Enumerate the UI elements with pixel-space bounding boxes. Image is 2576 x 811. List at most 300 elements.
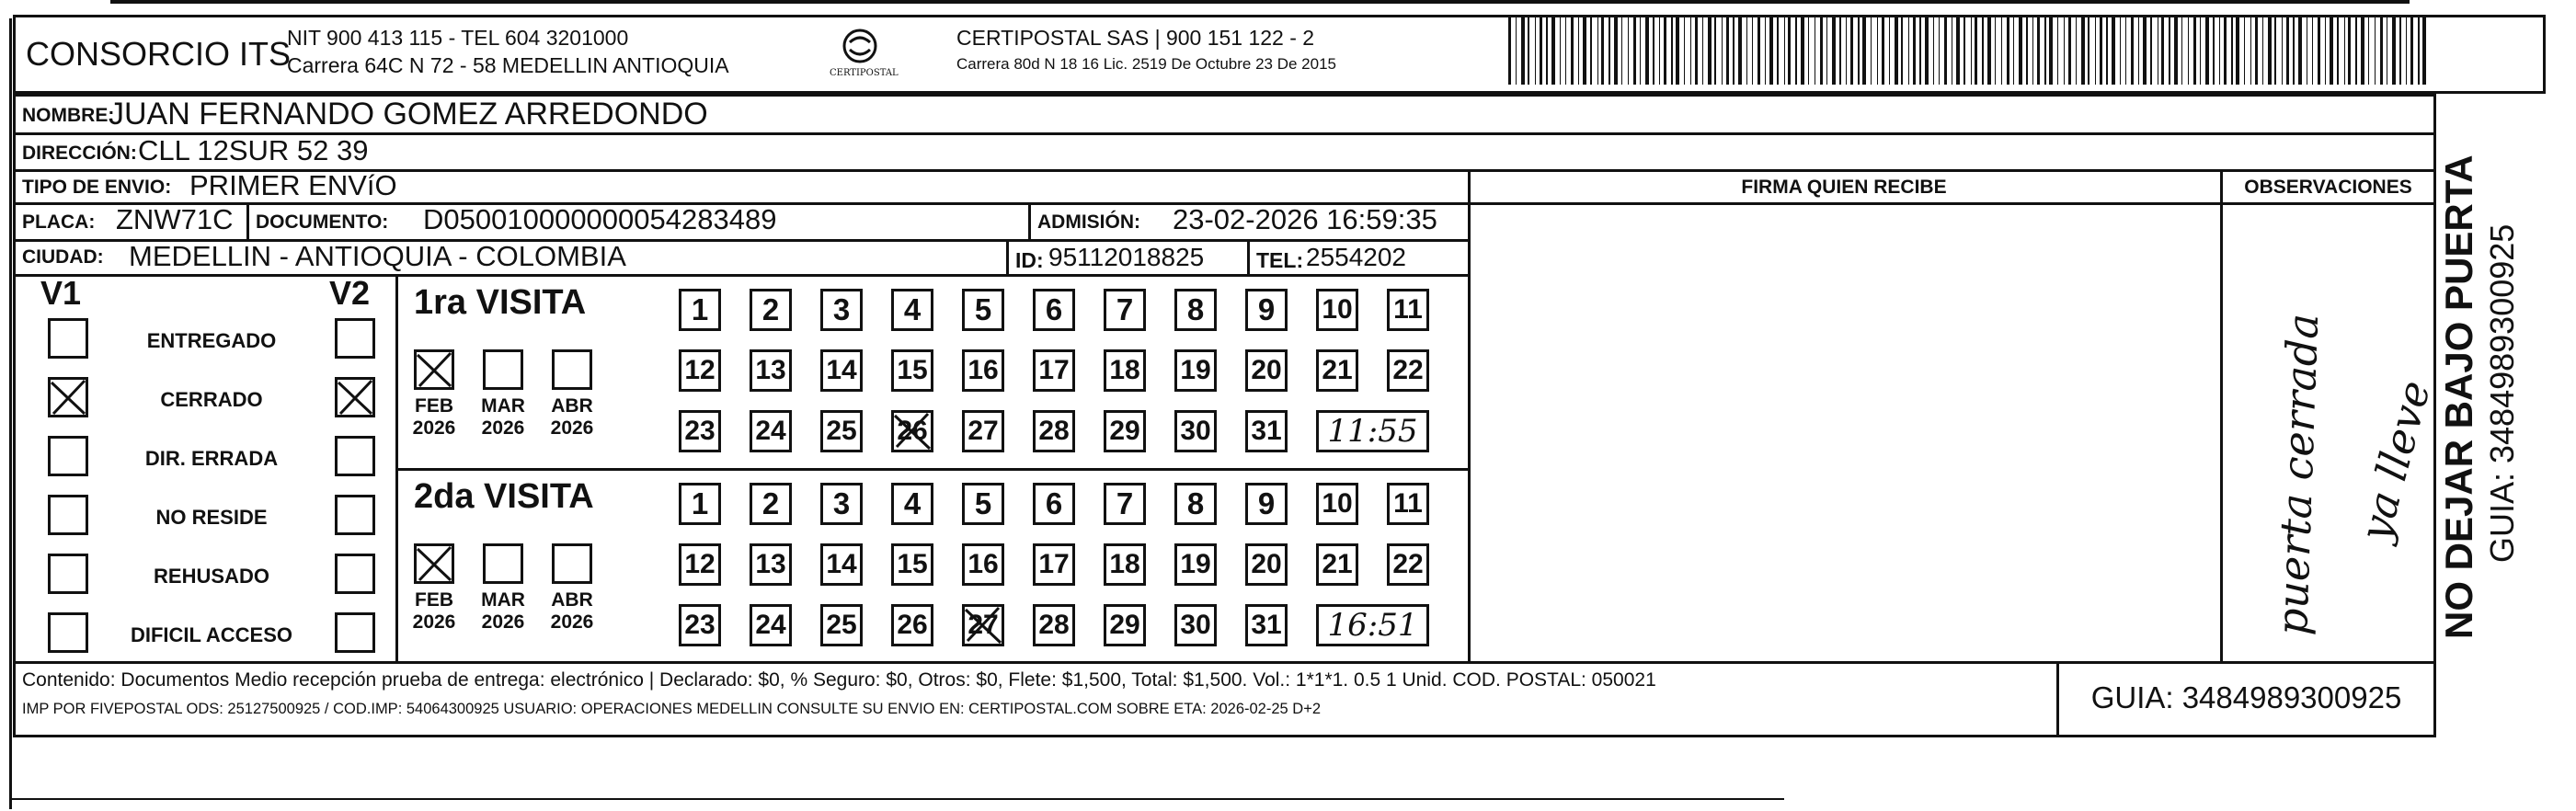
day-box[interactable]: 3 [820,483,863,525]
barcode-bar [1695,17,1698,85]
barcode-bar [2205,17,2209,85]
barcode-bar [1601,17,1604,85]
day-box[interactable]: 10 [1316,483,1358,525]
day-box[interactable]: 15 [891,543,933,586]
placa-value: ZNW71C [116,203,234,235]
barcode-bar [2026,17,2028,85]
day-box[interactable]: 19 [1174,543,1217,586]
v2-checkbox[interactable] [335,377,375,417]
day-box[interactable]: 19 [1174,349,1217,392]
barcode-bar [2076,17,2077,85]
barcode-bar [2375,17,2376,85]
barcode-bar [1628,17,1629,85]
day-box[interactable]: 30 [1174,604,1217,646]
month-label: MAR [481,589,525,611]
barcode-bar [2418,17,2420,85]
barcode-bar [2380,17,2383,85]
month-checkbox[interactable] [414,543,454,584]
barcode-bar [1653,17,1654,85]
barcode-bar [2013,17,2014,85]
tel-divider [1247,239,1250,274]
day-box[interactable]: 29 [1104,604,1146,646]
day-box[interactable]: 21 [1316,543,1358,586]
v1-checkbox[interactable] [48,495,88,535]
month-check-mark [414,543,454,584]
day-box[interactable]: 7 [1104,289,1146,331]
observaciones-header: OBSERVACIONES [2244,177,2412,198]
barcode-bar [1521,17,1525,85]
day-box[interactable]: 16 [962,543,1004,586]
day-box[interactable]: 6 [1033,289,1075,331]
month-checkbox[interactable] [483,349,523,390]
barcode-bar [1808,17,1809,85]
tipo-envio-value: PRIMER ENVíO [189,169,397,201]
month-label: MAR [481,395,525,417]
admision-value: 23-02-2026 16:59:35 [1173,203,1437,235]
barcode-bar [1982,17,1984,85]
barcode-bar [1795,17,1797,85]
id-label: ID: [1015,248,1044,272]
barcode-bar [1578,17,1579,85]
barcode-bar [2422,17,2426,85]
status-label: CERRADO [160,388,263,411]
v1-checkbox[interactable] [48,554,88,594]
day-box[interactable]: 3 [820,289,863,331]
barcode-bar [2318,17,2320,85]
barcode-bar [2344,17,2345,85]
day-box[interactable]: 8 [1174,483,1217,525]
barcode-bar [2236,17,2239,85]
nombre-label: NOMBRE: [22,105,115,126]
v2-checkbox[interactable] [335,318,375,359]
barcode-bar [2150,17,2152,85]
footer-guia: GUIA: 3484989300925 [2090,680,2402,714]
barcode-bar [2064,17,2065,85]
direccion-value: CLL 12SUR 52 39 [138,134,369,166]
row-line-1 [13,132,2436,135]
barcode-bar [1820,17,1823,85]
day-box[interactable]: 25 [820,410,863,452]
barcode-bar [2268,17,2272,85]
barcode-bar [1565,17,1566,85]
barcode-bar [2262,17,2263,85]
barcode-bar [2068,17,2071,85]
placa-label: PLACA: [22,211,96,233]
barcode-bar [1535,17,1536,85]
month-label: ABR [551,395,593,417]
barcode-bar [1746,17,1747,85]
v1-label: V1 [40,274,82,312]
barcode-bar [1913,17,1916,85]
barcode-bar [2112,17,2115,85]
time-box[interactable] [1316,604,1429,646]
barcode [1508,17,2428,85]
admision-divider [1028,202,1031,239]
firma-header: FIRMA QUIEN RECIBE [1741,177,1947,198]
month-checkbox[interactable] [552,543,592,584]
day-box[interactable]: 10 [1316,289,1358,331]
year-label: 2026 [412,611,456,633]
day-box[interactable]: 15 [891,349,933,392]
barcode-bar [2337,17,2339,85]
barcode-bar [1944,17,1947,85]
day-box[interactable]: 5 [962,483,1004,525]
barcode-bar [1540,17,1542,85]
barcode-bar [2325,17,2326,85]
day-box[interactable]: 20 [1245,349,1288,392]
documento-value: D050010000000054283489 [423,203,777,235]
visit-title: 2da VISITA [414,477,594,516]
barcode-bar [2213,17,2215,85]
scan-bottom-edge [9,798,1784,800]
barcode-bar [1722,17,1723,85]
barcode-bar [1664,17,1666,85]
month-checkbox[interactable] [552,349,592,390]
footer-content-line: Contenido: Documentos Medio recepción prueba de entrega: electrónico | Declarado: $0, % Seguro: $0, Otros: $0, Flete: $1,500, Total: $1,500. Vol.: 1*1*1. 0.5 1 Unid. COD. POSTAL: 050021 [22,669,1656,691]
day-box[interactable]: 27 [962,604,1004,646]
barcode-bar [1508,17,1511,85]
day-box[interactable]: 20 [1245,543,1288,586]
barcode-bar [1597,17,1598,85]
v2-check-mark [335,377,375,417]
barcode-bar [1987,17,1991,85]
barcode-bar [1933,17,1934,85]
barcode-bar [1560,17,1561,85]
day-box[interactable]: 18 [1104,543,1146,586]
barcode-bar [2081,17,2085,85]
day-box[interactable]: 9 [1245,289,1288,331]
barcode-bar [2224,17,2227,85]
v1-checkbox[interactable] [48,377,88,417]
status-label: REHUSADO [154,565,269,588]
barcode-bar [2100,17,2102,85]
barcode-bar [1714,17,1716,85]
barcode-bar [1801,17,1804,85]
tel-label: TEL: [1256,248,1304,272]
barcode-bar [2244,17,2245,85]
day-box[interactable]: 18 [1104,349,1146,392]
barcode-bar [1788,17,1791,85]
side-guia: GUIA: 3484989300925 [2483,223,2521,563]
status-label: DIR. ERRADA [144,447,279,470]
footer-imp-line: IMP POR FIVEPOSTAL ODS: 25127500925 / COD.IMP: 54064300925 USUARIO: OPERACIONES MEDELLIN CONSULTE SU ENVIO EN: CERTIPOSTAL.COM SOBRE ETA: 2026-02-25 D+2 [22,701,1322,717]
day-box[interactable]: 26 [891,410,933,452]
barcode-bar [2088,17,2089,85]
barcode-bar [2106,17,2108,85]
barcode-bar [1895,17,1898,85]
barcode-bar [2330,17,2333,85]
barcode-bar [1871,17,1872,85]
barcode-bar [1702,17,1703,85]
barcode-bar [2250,17,2251,85]
barcode-bar [2143,17,2147,85]
barcode-bar [2368,17,2369,85]
month-label: FEB [415,589,453,611]
barcode-bar [2049,17,2053,85]
barcode-bar [2032,17,2033,85]
ciudad-value: MEDELLIN - ANTIOQUIA - COLOMBIA [129,240,626,272]
side-no-dejar: NO DEJAR BAJO PUERTA [2437,154,2480,639]
carrier-address: Carrera 80d N 18 16 Lic. 2519 De Octubre 23 De 2015 [956,55,1336,73]
day-box[interactable]: 7 [1104,483,1146,525]
barcode-bar [2410,17,2413,85]
barcode-bar [2188,17,2189,85]
v2-checkbox[interactable] [335,612,375,653]
id-value: 95112018825 [1048,243,1205,271]
day-box[interactable]: 26 [891,604,933,646]
day-box[interactable]: 23 [679,410,721,452]
barcode-bar [1889,17,1890,85]
scan-top-edge [110,0,2410,4]
barcode-bar [2001,17,2002,85]
v2-checkbox[interactable] [335,554,375,594]
logo-text: CERTIPOSTAL [830,68,899,78]
barcode-bar [1901,17,1903,85]
barcode-bar [2348,17,2351,85]
carrier-name: CERTIPOSTAL SAS | 900 151 122 - 2 [956,26,1315,50]
ciudad-label: CIUDAD: [22,246,104,268]
barcode-bar [1726,17,1729,85]
barcode-bar [1777,17,1779,85]
barcode-bar [2095,17,2096,85]
day-box[interactable]: 25 [820,604,863,646]
barcode-bar [1633,17,1636,85]
month-label: FEB [415,395,453,417]
barcode-bar [1939,17,1940,85]
day-box[interactable]: 31 [1245,604,1288,646]
observaciones-handwriting-1: puerta cerrada [2267,313,2329,636]
observaciones-left-border [2220,169,2223,661]
barcode-bar [1850,17,1853,85]
barcode-bar [1956,17,1960,85]
barcode-bar [2399,17,2401,85]
day-box[interactable]: 9 [1245,483,1288,525]
day-box[interactable]: 5 [962,289,1004,331]
barcode-bar [2019,17,2022,85]
barcode-bar [1684,17,1685,85]
barcode-bar [2131,17,2134,85]
observaciones-handwriting-2: ya lleve [2350,375,2441,546]
year-label: 2026 [550,611,594,633]
row-line-5 [13,274,1468,277]
nombre-value: JUAN FERNANDO GOMEZ ARREDONDO [109,97,708,131]
barcode-bar [2293,17,2295,85]
barcode-bar [1609,17,1610,85]
v2-checkbox[interactable] [335,436,375,476]
day-box[interactable]: 13 [750,543,792,586]
year-label: 2026 [412,417,456,439]
day-box[interactable]: 13 [750,349,792,392]
barcode-bar [1826,17,1827,85]
barcode-bar [2406,17,2407,85]
day-box[interactable]: 23 [679,604,721,646]
barcode-bar [2312,17,2313,85]
barcode-bar [1963,17,1965,85]
barcode-bar [1571,17,1574,85]
day-box[interactable]: 4 [891,289,933,331]
v1-checkbox[interactable] [48,436,88,476]
tipo-envio-label: TIPO DE ENVIO: [22,177,172,198]
day-mark [962,604,1004,646]
barcode-bar [2274,17,2276,85]
documento-label: DOCUMENTO: [256,211,389,233]
visits-separator [395,468,1468,471]
barcode-bar [2057,17,2058,85]
day-box[interactable]: 21 [1316,349,1358,392]
day-box[interactable]: 22 [1387,349,1429,392]
day-box[interactable]: 28 [1033,410,1075,452]
v1-checkbox[interactable] [48,318,88,359]
barcode-bar [2174,17,2178,85]
status-label: DIFICIL ACCESO [130,623,292,646]
time-box[interactable] [1316,410,1429,452]
day-box[interactable]: 17 [1033,543,1075,586]
barcode-bar [1583,17,1586,85]
barcode-bar [1640,17,1641,85]
day-box[interactable]: 24 [750,604,792,646]
barcode-bar [1551,17,1555,85]
day-box[interactable]: 28 [1033,604,1075,646]
barcode-bar [1708,17,1712,85]
day-mark [891,410,933,452]
year-label: 2026 [481,611,525,633]
day-box[interactable]: 12 [679,543,721,586]
day-box[interactable]: 2 [750,289,792,331]
barcode-bar [2169,17,2170,85]
company-nit: NIT 900 413 115 - TEL 604 3201000 [287,26,629,50]
barcode-bar [2255,17,2258,85]
tel-value: 2554202 [1306,243,1407,271]
barcode-bar [1752,17,1753,85]
direccion-label: DIRECCIÓN: [22,143,137,164]
barcode-bar [1765,17,1766,85]
month-check-mark [414,349,454,390]
barcode-bar [1671,17,1673,85]
day-box[interactable]: 17 [1033,349,1075,392]
barcode-bar [2355,17,2357,85]
barcode-bar [1877,17,1878,85]
id-divider [1006,239,1009,274]
v1-check-mark [48,377,88,417]
day-box[interactable]: 1 [679,483,721,525]
barcode-bar [1621,17,1622,85]
barcode-bar [2125,17,2126,85]
barcode-bar [1908,17,1909,85]
barcode-bar [2193,17,2196,85]
barcode-bar [1614,17,1618,85]
barcode-bar [2219,17,2220,85]
day-box[interactable]: 2 [750,483,792,525]
barcode-bar [1528,17,1529,85]
footer-top-line [13,661,2436,664]
day-box[interactable]: 30 [1174,410,1217,452]
barcode-bar [2286,17,2289,85]
barcode-bar [1862,17,1866,85]
barcode-bar [2181,17,2182,85]
day-box[interactable]: 6 [1033,483,1075,525]
barcode-bar [1769,17,1773,85]
firma-left-border [1468,169,1471,661]
barcode-bar [1832,17,1836,85]
company-name: CONSORCIO ITS [26,35,292,73]
time-value: 16:51 [1327,607,1418,644]
barcode-bar [2282,17,2283,85]
day-box[interactable]: 8 [1174,289,1217,331]
admision-label: ADMISIÓN: [1037,211,1140,233]
barcode-bar [2392,17,2396,85]
barcode-bar [1546,17,1548,85]
day-box[interactable]: 14 [820,543,863,586]
barcode-bar [2231,17,2233,85]
barcode-bar [2138,17,2139,85]
barcode-bar [1784,17,1785,85]
barcode-bar [1846,17,1847,85]
day-box[interactable]: 31 [1245,410,1288,452]
month-checkbox[interactable] [483,543,523,584]
month-label: ABR [551,589,593,611]
barcode-bar [2120,17,2121,85]
barcode-bar [2298,17,2302,85]
day-box[interactable]: 11 [1387,483,1429,525]
day-box[interactable]: 1 [679,289,721,331]
day-box[interactable]: 24 [750,410,792,452]
barcode-bar [1590,17,1592,85]
barcode-bar [1919,17,1921,85]
barcode-bar [1733,17,1735,85]
barcode-bar [2161,17,2164,85]
year-label: 2026 [481,417,525,439]
barcode-bar [1659,17,1660,85]
day-box[interactable]: 14 [820,349,863,392]
barcode-bar [1516,17,1517,85]
barcode-bar [2037,17,2040,85]
barcode-bar [1645,17,1649,85]
barcode-bar [1690,17,1691,85]
company-address: Carrera 64C N 72 - 58 MEDELLIN ANTIOQUIA [287,53,729,77]
v1-checkbox[interactable] [48,612,88,653]
barcode-bar [2361,17,2364,85]
scan-left-edge [9,18,12,809]
day-box[interactable]: 29 [1104,410,1146,452]
day-box[interactable]: 27 [962,410,1004,452]
barcode-bar [1839,17,1841,85]
day-box[interactable]: 16 [962,349,1004,392]
month-checkbox[interactable] [414,349,454,390]
barcode-bar [2007,17,2009,85]
barcode-bar [1738,17,1742,85]
barcode-bar [1757,17,1760,85]
status-label: NO RESIDE [155,506,268,529]
year-label: 2026 [550,417,594,439]
barcode-bar [1925,17,1929,85]
barcode-bar [1975,17,1977,85]
day-box[interactable]: 22 [1387,543,1429,586]
barcode-bar [1676,17,1679,85]
barcode-bar [2044,17,2046,85]
day-box[interactable]: 4 [891,483,933,525]
barcode-bar [1858,17,1860,85]
day-box[interactable]: 11 [1387,289,1429,331]
placa-divider [246,202,249,239]
barcode-bar [2200,17,2201,85]
day-box[interactable]: 12 [679,349,721,392]
barcode-bar [1971,17,1972,85]
barcode-bar [1882,17,1884,85]
time-value: 11:55 [1327,413,1418,450]
v2-checkbox[interactable] [335,495,375,535]
certipostal-logo [828,22,899,86]
visit-title: 1ra VISITA [414,283,587,322]
